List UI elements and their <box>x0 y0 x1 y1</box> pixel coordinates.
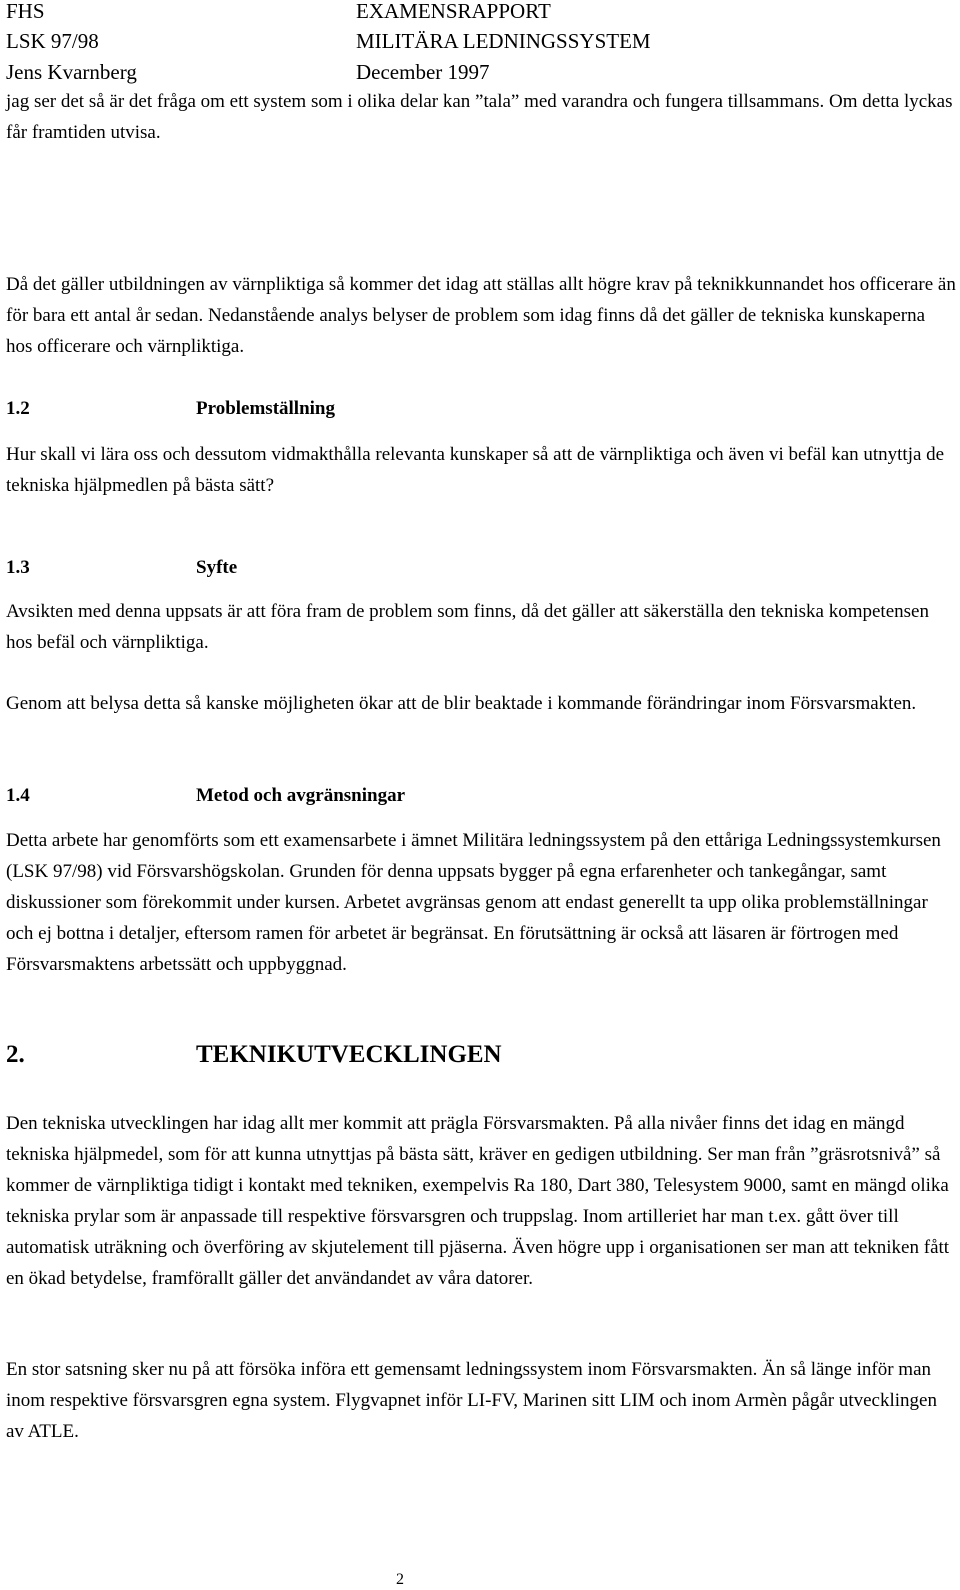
header-date: December 1997 <box>356 60 490 84</box>
teknikutveckling-paragraph-2: En stor satsning sker nu på att försöka införa ett gemensamt ledningssystem inom Försvarsmakten. Än så länge inför man inom respektive försvarsgren egna system. Flygvapnet inför LI-FV, Marinen sitt LIM och inom Armèn pågår utvecklingen av ATLE. <box>6 1359 937 1442</box>
header-course: LSK 97/98 <box>6 29 99 53</box>
section-title: Metod och avgränsningar <box>196 785 405 806</box>
section-number: 1.3 <box>6 557 30 578</box>
section-title: Problemställning <box>196 398 335 419</box>
page-number: 2 <box>396 1571 404 1588</box>
problemstallning-paragraph: Hur skall vi lära oss och dessutom vidmakthålla relevanta kunskaper så att de värnpliktiga och även vi befäl kan utnyttja de tekniska hjälpmedlen på bästa sätt? <box>6 444 945 496</box>
teknikutveckling-paragraph-1: Den tekniska utvecklingen har idag allt mer kommit att prägla Försvarsmakten. På alla nivåer finns det idag en mängd tekniska hjälpmedel, som för att kunna utnyttjas på bästa sätt, kräver en gedigen utbildning. Ser man från ”gräsrotsnivå” så kommer de värnpliktiga tidigt i kontakt med tekniken, exempelvis Ra 180, Dart 380, Telesystem 9000, samt en mängd olika tekniska prylar som är anpassade till respektive försvarsgren och truppslag. Inom artilleriet har man t.ex. gått över till automatisk uträkning och överföring av skjutelement till pjäserna. Även högre upp i organisationen ser man att tekniken fått en ökad betydelse, framförallt gäller det användandet av våra datorer. <box>6 1113 950 1289</box>
intro-continuation-paragraph: jag ser det så är det fråga om ett system som i olika delar kan ”tala” med varandra och fungera tillsammans. Om detta lyckas får framtiden utvisa. <box>6 91 953 143</box>
header-subject: MILITÄRA LEDNINGSSYSTEM <box>356 29 651 53</box>
chapter-number: 2. <box>6 1041 25 1068</box>
header-author: Jens Kvarnberg <box>6 60 137 84</box>
header-doc-type: EXAMENSRAPPORT <box>356 0 551 23</box>
intro-training-paragraph: Då det gäller utbildningen av värnpliktiga så kommer det idag att ställas allt högre krav på teknikkunnandet hos officerare än för bara ett antal år sedan. Nedanstående analys belyser de problem som idag finns då det gäller de tekniska kunskaperna hos officerare och värnpliktiga. <box>6 274 956 357</box>
section-title: Syfte <box>196 557 238 578</box>
header-org: FHS <box>6 0 45 23</box>
section-number: 1.4 <box>6 785 30 806</box>
metod-paragraph: Detta arbete har genomförts som ett examensarbete i ämnet Militära ledningssystem på den ettåriga Ledningssystemkursen (LSK 97/98) vid Försvarshögskolan. Grunden för denna uppsats bygger på egna erfarenheter och tankegångar, samt diskussioner som förekommit under kursen. Arbetet avgränsas genom att endast generellt ta upp olika problemställningar och ej bottna i detaljer, eftersom ramen för arbetet är begränsat. En förutsättning är också att läsaren är förtrogen med Försvarsmaktens arbetssätt och uppbyggnad. <box>6 830 941 975</box>
syfte-paragraph-1: Avsikten med denna uppsats är att föra fram de problem som finns, då det gäller att säkerställa den tekniska kompetensen hos befäl och värnpliktiga. <box>6 601 929 653</box>
syfte-paragraph-2: Genom att belysa detta så kanske möjligheten ökar att de blir beaktade i kommande förändringar inom Försvarsmakten. <box>6 693 917 714</box>
section-number: 1.2 <box>6 398 30 419</box>
chapter-title: TEKNIKUTVECKLINGEN <box>196 1041 502 1068</box>
